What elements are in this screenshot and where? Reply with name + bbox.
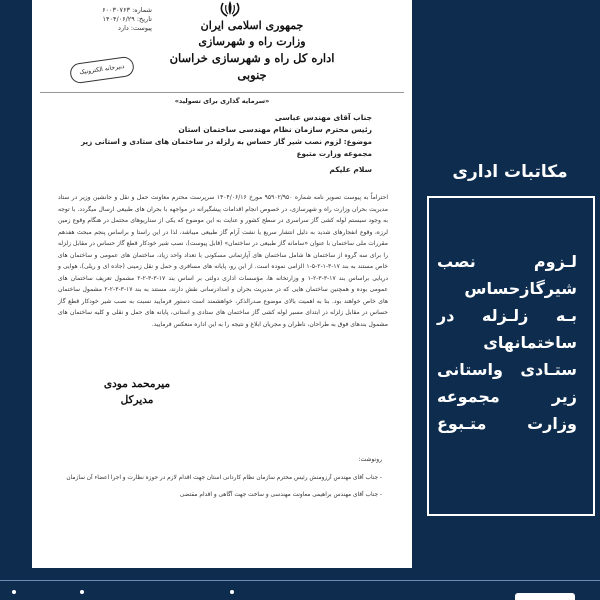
cc-list	[52, 470, 382, 504]
letter-content	[32, 0, 412, 568]
letter-address	[52, 112, 372, 160]
letter-slogan: «سرمایه گذاری برای تسولید»	[174, 97, 270, 105]
letter-greeting: سلام علیکم	[329, 165, 372, 174]
signatory-name: میرمحمد مودی	[103, 378, 171, 390]
letter-attachment: پیوست: دارد	[118, 24, 152, 32]
recipient-title: رئیس محترم سازمان نظام مهندسی ساختمان استان	[178, 125, 372, 134]
letter-subject: موضوع: لزوم نصب شیر گاز حساس به زلزله در ساختمان های ستادی و استانی زیر مجموعه وزارت متبوع	[80, 137, 372, 158]
category-title: مکاتبات اداری	[452, 162, 568, 182]
letter-header	[162, 18, 342, 84]
bottom-tab	[515, 593, 575, 600]
letter-date: تاریخ: ۱۴۰۴/۰۶/۲۹	[102, 15, 152, 23]
cc-item: - جناب آقای مهندس براهیمی معاونت مهندسی و ساخت جهت آگاهی و اقدام مقتضی	[179, 492, 382, 498]
secretariat-stamp: دبیرخانه الکترونیک	[69, 56, 135, 85]
bottom-dot-icon	[80, 590, 84, 594]
cc-heading: رونوشت:	[358, 456, 382, 463]
bottom-dot-icon	[12, 590, 16, 594]
header-divider	[40, 92, 404, 93]
recipient-name: جناب آقای مهندس عباسی	[274, 113, 372, 122]
header-country: جمهوری اسلامی ایران	[200, 19, 304, 32]
bottom-divider	[0, 580, 600, 581]
signatory-title: مدیرکل	[120, 394, 154, 406]
iran-emblem-icon	[215, 0, 245, 18]
letter-number: شماره: ۶۰۰۳۰۷۶۳	[102, 6, 152, 14]
letter-body: احتراماً به پیوست تصویر نامه شماره ۹۵۹۰۲/۹۵۰ مورخ ۱۴۰۴/۰۶/۱۶ سرپرست محترم معاونت حمل و نقل و جانشین وزیر در ستاد مدیریت بحران وزارت راه و شهرسازی، در خصوص انجام اقدامات پیشگیرانه در مواجهه با بحران های طبیعی ارسال میگردد. با توجه به وجود سیستم لوله کشی گاز سراسری در سطح کشور و عنایت به این موضوع که یکی از سناریوهای محتمل در هنگام وقوع زمین لرزه، وقوع انفجارهای شدید به دلیل انتشار سریع یا نشت آرام گاز طبیعی میباشد، لذا در این راستا و براساس پنجم مبحث هفدهم مقررات ملی ساختمان با عنوان «سامانه گاز طبیعی در ساختمان» (قابل پیوست)، نصب شیر خودکار قطع گاز حساس در مقابل زلزله را برای سه گروه از ساختمان ها شامل ساختمان های آپارتمانی مسکونی با تعداد واحد زیاد، ساختمان های عمومی و ساختمان های خاص مستند به بند ۱۷-۳-۱-۲-۵-۱ الزامی نموده است. از این رو، پایانه های مسافری و حمل و نقل زمینی (جاده ای و ریلی)، هوایی و دریایی براساس بند ۱۷-۳-۳-۲-۱ و وزارتخانه ها، مؤسسات اداری دولتی بر اساس بند ۱۷-۳-۳-۲-۲ مشمول تعریف ساختمان های عمومی بوده و همچنین ساختمان هایی که در مدیریت بحران و امدادرسانی نقش دارند، مستند به بند ۱۷-۳-۳-۲-۲ مشمول ساختمان های خاص خواهند بود. بنا به اهمیت بالای موضوع صدرالذکر، خواهشمند است دستور فرمایید نسبت به نصب شیر خودکار قطع گاز حساس در مقابل زلزله در ابتدای مسیر لوله کشی گاز ساختمان های ستادی و استانی، پایانه های حمل و نقلی و کلیه ساختمان های مشمول بندهای فوق به طراحان، ناظران و مجریان ابلاغ و نتیجه را به این اداره منعکس فرمایید.	[58, 194, 388, 328]
letter-signature	[92, 376, 182, 408]
bottom-dot-icon	[230, 590, 234, 594]
header-ministry: وزارت راه و شهرسازی	[198, 35, 306, 48]
cc-item: - جناب آقای مهندس آرزومنش رئیس محترم سازمان نظام کاردانی استان جهت اقدام لازم در حوزه نظارت و اجرا اعضاء آن سازمان	[66, 475, 382, 481]
headline-text: لـزوم نصب شیرگازحساس بـه زلـزله در ساختمانهای ستـادی واستانی زیر مجموعه وزارت متـبوع	[437, 252, 577, 433]
letter-meta	[42, 6, 152, 33]
header-department: اداره کل راه و شهرسازی خراسان جنوبی	[169, 51, 335, 82]
letter-document	[32, 0, 412, 568]
